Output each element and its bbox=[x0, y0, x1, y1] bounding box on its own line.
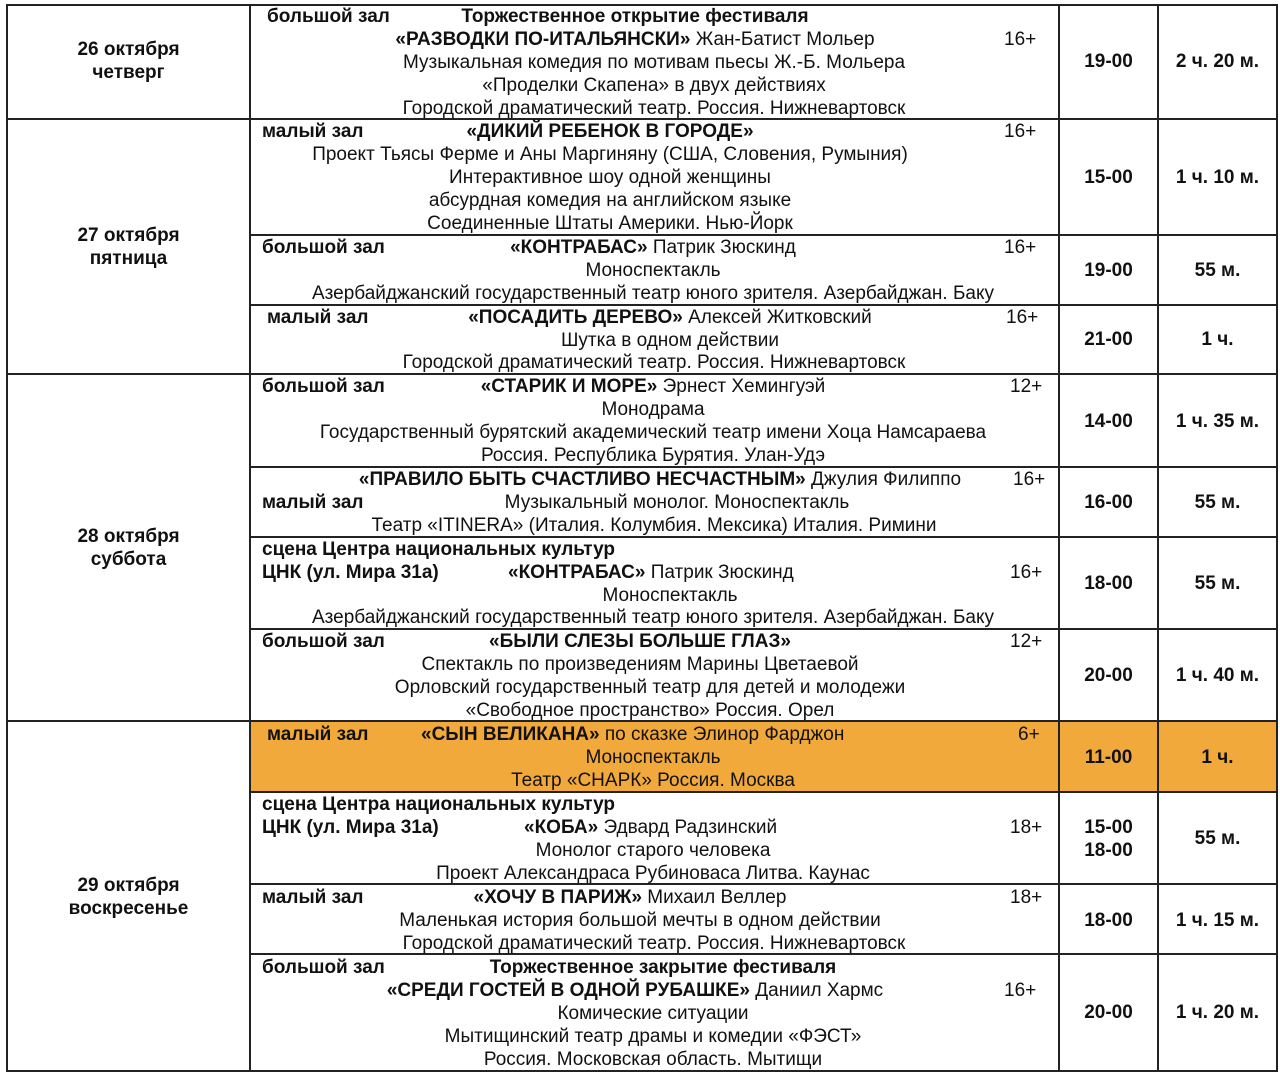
event-author: Даниил Хармс bbox=[750, 980, 884, 1001]
event-time: 14-00 bbox=[1084, 411, 1133, 432]
event-info-line: «Проделки Скапена» в двух действиях bbox=[482, 75, 826, 96]
table-border-right bbox=[1276, 4, 1278, 1072]
event-info-line: Маленькая история большой мечты в одном действии bbox=[399, 910, 881, 931]
event-info-line: «Свободное пространство» Россия. Орел bbox=[465, 700, 835, 721]
event-info-line: Интерактивное шоу одной женщины bbox=[449, 167, 771, 188]
event-author: по сказке Элинор Фарджон bbox=[599, 724, 845, 745]
event-author: Эдвард Радзинский bbox=[598, 817, 778, 838]
age-rating: 16+ bbox=[1004, 980, 1037, 1001]
event-duration: 1 ч. bbox=[1201, 747, 1234, 768]
age-rating: 12+ bbox=[1010, 376, 1043, 397]
event-title: «КОБА» bbox=[524, 817, 599, 838]
event-title: «СЫН ВЕЛИКАНА» bbox=[421, 724, 600, 745]
event-info-line: Азербайджанский государственный театр юного зрителя. Азербайджан. Баку bbox=[311, 607, 995, 628]
venue: большой зал bbox=[262, 957, 385, 978]
day-weekday: четверг bbox=[92, 62, 165, 83]
venue: малый зал bbox=[262, 887, 364, 908]
event-duration: 1 ч. 20 м. bbox=[1175, 1002, 1260, 1023]
event-info-line: Государственный бурятский академический театр имени Хоца Намсараева bbox=[319, 422, 987, 443]
age-rating: 18+ bbox=[1010, 887, 1043, 908]
event-title-line bbox=[250, 886, 1010, 909]
event-duration: 55 м. bbox=[1194, 492, 1241, 513]
event-duration: 2 ч. 20 м. bbox=[1175, 51, 1260, 72]
event-info-line: Соединенные Штаты Америки. Нью-Йорк bbox=[427, 213, 793, 234]
event-duration: 55 м. bbox=[1194, 828, 1241, 849]
event-info-line: Городской драматический театр. Россия. Нижневартовск bbox=[402, 933, 906, 954]
day-date: 27 октября bbox=[77, 225, 180, 246]
event-time: 11-00 bbox=[1084, 747, 1133, 768]
event-time: 18-00 bbox=[1084, 910, 1133, 931]
event-duration: 55 м. bbox=[1194, 573, 1241, 594]
event-title-line bbox=[421, 723, 844, 746]
event-info-line: абсурдная комедия на английском языке bbox=[428, 190, 792, 211]
venue: большой зал bbox=[262, 631, 385, 652]
event-duration: 1 ч. 10 м. bbox=[1175, 167, 1260, 188]
event-duration: 1 ч. bbox=[1201, 329, 1234, 350]
event-info-line: Городской драматический театр. Россия. Нижневартовск bbox=[402, 98, 906, 119]
event-info-line: Шутка в одном действии bbox=[561, 330, 779, 351]
event-time: 15-00 bbox=[1084, 817, 1133, 838]
age-rating: 16+ bbox=[1006, 307, 1039, 328]
event-title-line bbox=[250, 979, 1020, 1002]
event-title: «РАЗВОДКИ ПО-ИТАЛЬЯНСКИ» bbox=[395, 29, 691, 50]
event-info-line: Спектакль по произведениям Марины Цветаевой bbox=[421, 654, 859, 675]
age-rating: 16+ bbox=[1010, 562, 1043, 583]
event-title-line bbox=[250, 120, 970, 143]
venue: большой зал bbox=[262, 237, 385, 258]
event-info-line: Монолог старого человека bbox=[535, 840, 771, 861]
event-duration: 1 ч. 35 м. bbox=[1175, 411, 1260, 432]
venue-address: ЦНК (ул. Мира 31а) bbox=[262, 562, 439, 583]
event-time: 19-00 bbox=[1084, 260, 1133, 281]
age-rating: 16+ bbox=[1013, 469, 1046, 490]
event-title: «КОНТРАБАС» bbox=[510, 237, 648, 258]
event-title: «КОНТРАБАС» bbox=[508, 562, 646, 583]
event-title-line bbox=[250, 306, 1090, 329]
age-rating: 16+ bbox=[1004, 29, 1037, 50]
event-info-line: Монодрама bbox=[601, 399, 705, 420]
event-author: Жан-Батист Мольер bbox=[690, 29, 875, 50]
event-duration: 55 м. bbox=[1194, 260, 1241, 281]
event-author: Эрнест Хемингуэй bbox=[657, 376, 826, 397]
event-duration: 1 ч. 40 м. bbox=[1175, 665, 1260, 686]
day-weekday: пятница bbox=[89, 248, 168, 269]
event-title-line bbox=[508, 561, 794, 584]
event-info-line: Проект Тьясы Ферме и Аны Маргиняну (США, Словения, Румыния) bbox=[312, 144, 908, 165]
venue: малый зал bbox=[267, 307, 369, 328]
day-date: 28 октября bbox=[77, 526, 180, 547]
event-info-line: Театр «ITINERA» (Италия. Колумбия. Мексика) Италия. Римини bbox=[371, 515, 937, 536]
venue: сцена Центра национальных культур bbox=[262, 794, 616, 815]
event-author: Михаил Веллер bbox=[641, 887, 787, 908]
event-info-line: Комические ситуации bbox=[557, 1003, 749, 1024]
event-info-line: Орловский государственный театр для детей и молодежи bbox=[394, 677, 906, 698]
age-rating: 16+ bbox=[1004, 237, 1037, 258]
event-info-line: Театр «СНАРК» Россия. Москва bbox=[511, 770, 795, 791]
event-title-line bbox=[250, 630, 1030, 653]
event-title: «СТАРИК И МОРЕ» bbox=[480, 376, 658, 397]
day-date: 29 октября bbox=[77, 875, 180, 896]
event-info-line: Городской драматический театр. Россия. Нижневартовск bbox=[402, 352, 906, 373]
event-info-line: Музыкальная комедия по мотивам пьесы Ж.-Б. Мольера bbox=[402, 52, 906, 73]
event-time: 21-00 bbox=[1084, 329, 1133, 350]
event-title-line bbox=[250, 28, 1020, 51]
event-title: «ДИКИЙ РЕБЕНОК В ГОРОДЕ» bbox=[466, 121, 754, 142]
venue: большой зал bbox=[262, 376, 385, 397]
event-title: «ХОЧУ В ПАРИЖ» bbox=[473, 887, 642, 908]
event-info-line: Проект Александраса Рубиноваса Литва. Каунас bbox=[436, 863, 870, 884]
event-time: 19-00 bbox=[1084, 51, 1133, 72]
venue: малый зал bbox=[262, 492, 364, 513]
event-title-line bbox=[250, 468, 1070, 491]
event-title: «ПРАВИЛО БЫТЬ СЧАСТЛИВО НЕСЧАСТНЫМ» bbox=[358, 469, 806, 490]
event-author: Алексей Житковский bbox=[682, 307, 872, 328]
event-info-line: Моноспектакль bbox=[585, 747, 721, 768]
ceremony-label: Торжественное открытие фестиваля bbox=[461, 6, 809, 27]
event-title-line bbox=[250, 236, 1056, 259]
event-info-line: Моноспектакль bbox=[585, 260, 721, 281]
venue: большой зал bbox=[267, 6, 390, 27]
event-time: 15-00 bbox=[1084, 167, 1133, 188]
venue: сцена Центра национальных культур bbox=[262, 539, 616, 560]
event-author: Патрик Зюскинд bbox=[647, 237, 796, 258]
event-info-line: Мытищинский театр драмы и комедии «ФЭСТ» bbox=[444, 1026, 862, 1047]
event-title: «СРЕДИ ГОСТЕЙ В ОДНОЙ РУБАШКЕ» bbox=[386, 980, 751, 1001]
event-author: Патрик Зюскинд bbox=[645, 562, 794, 583]
event-info-line: Россия. Московская область. Мытищи bbox=[483, 1049, 823, 1070]
event-info-line: Моноспектакль bbox=[602, 585, 738, 606]
age-rating: 12+ bbox=[1010, 631, 1043, 652]
event-duration: 1 ч. 15 м. bbox=[1175, 910, 1260, 931]
day-date: 26 октября bbox=[77, 39, 180, 60]
event-title-line bbox=[524, 816, 777, 839]
event-info-line: Музыкальный монолог. Моноспектакль bbox=[504, 492, 850, 513]
venue: малый зал bbox=[267, 724, 369, 745]
ceremony-label: Торжественное закрытие фестиваля bbox=[489, 957, 837, 978]
day-weekday: суббота bbox=[90, 549, 167, 570]
age-rating: 6+ bbox=[1018, 724, 1040, 745]
day-weekday: воскресенье bbox=[68, 898, 189, 919]
event-author: Джулия Филиппо bbox=[805, 469, 962, 490]
event-time: 20-00 bbox=[1084, 1002, 1133, 1023]
age-rating: 18+ bbox=[1010, 817, 1043, 838]
event-info-line: Азербайджанский государственный театр юного зрителя. Азербайджан. Баку bbox=[311, 283, 995, 304]
venue-address: ЦНК (ул. Мира 31а) bbox=[262, 817, 439, 838]
event-info-line: Россия. Республика Бурятия. Улан-Удэ bbox=[480, 445, 826, 466]
event-title: «БЫЛИ СЛЕЗЫ БОЛЬШЕ ГЛАЗ» bbox=[489, 631, 791, 652]
venue: малый зал bbox=[262, 121, 364, 142]
age-rating: 16+ bbox=[1004, 121, 1037, 142]
event-title: «ПОСАДИТЬ ДЕРЕВО» bbox=[468, 307, 683, 328]
event-title-line bbox=[250, 375, 1056, 398]
event-time: 20-00 bbox=[1084, 665, 1133, 686]
event-time: 16-00 bbox=[1084, 492, 1133, 513]
event-time: 18-00 bbox=[1084, 573, 1133, 594]
event-time-2: 18-00 bbox=[1084, 840, 1133, 861]
